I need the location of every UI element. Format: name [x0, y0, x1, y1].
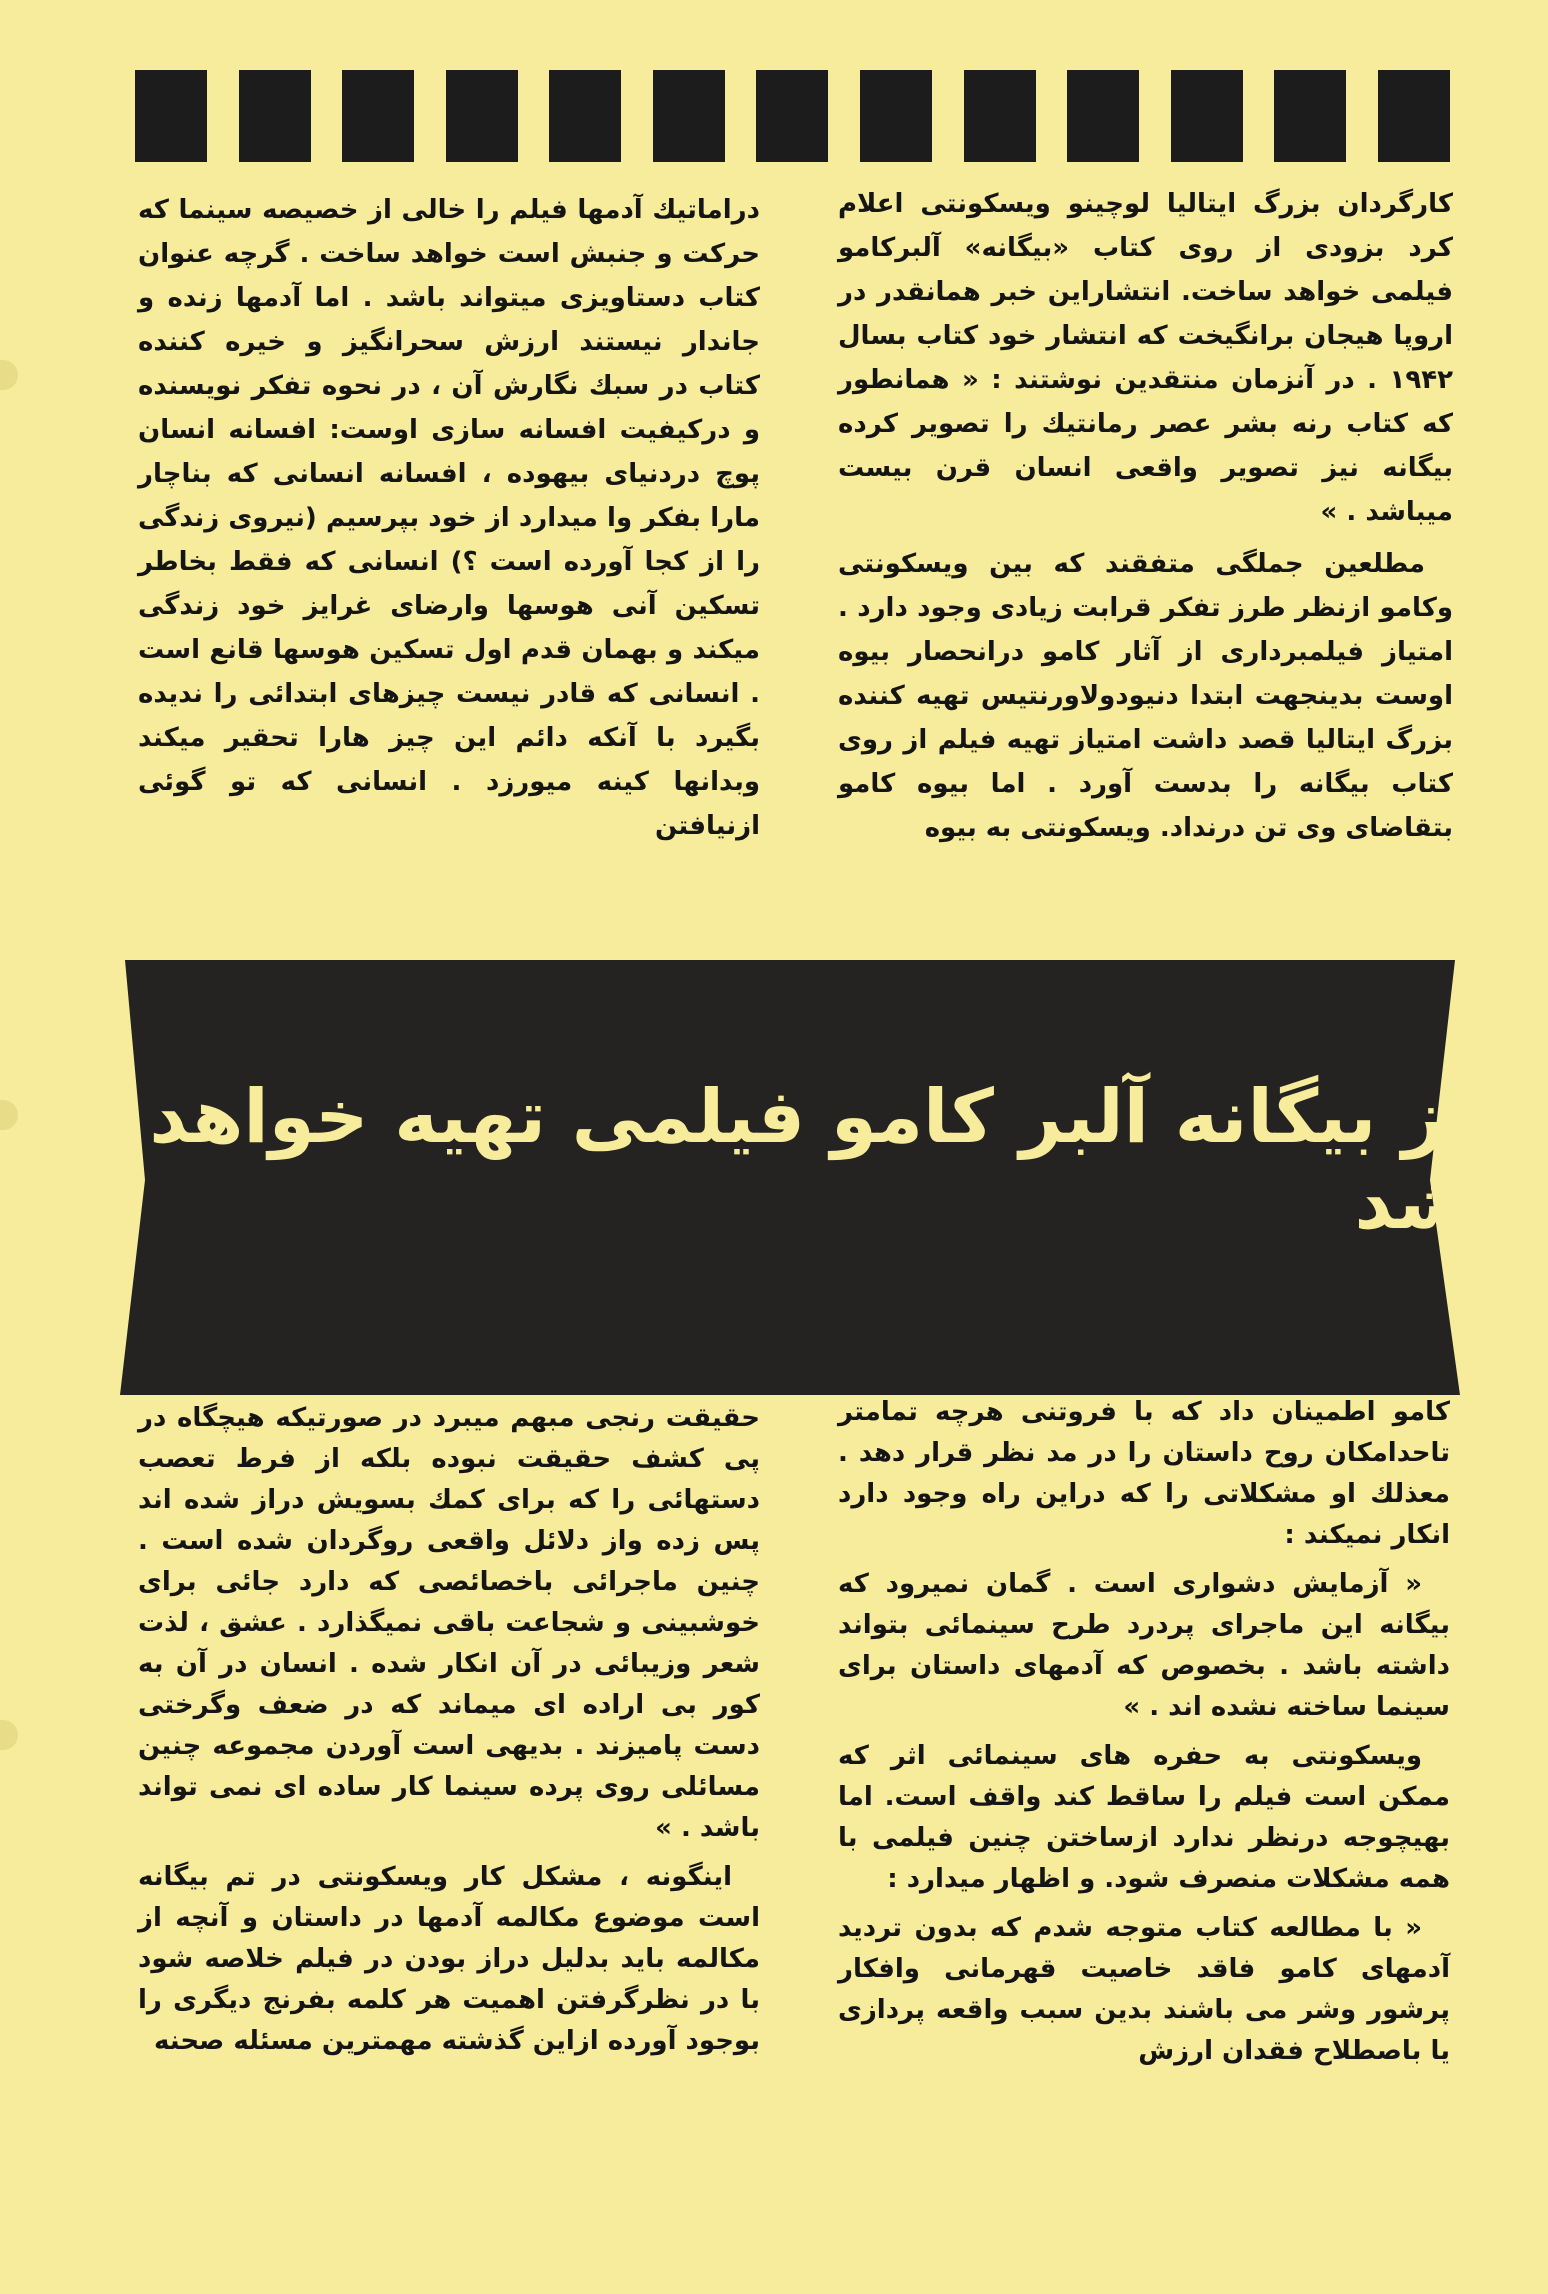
article-column-top-left [138, 188, 760, 948]
headline-banner [115, 955, 1470, 1405]
headline-container [115, 955, 1470, 1405]
paragraph: کامو اطمینان داد که با فروتنی هرچه تمامتر تاحدامکان روح داستان را در مد نظر قرار دهد . معذلك او مشکلاتی را که دراین راه وجود دارد انکار نمیکند : [838, 1397, 1450, 1550]
film-frame [239, 70, 311, 162]
paragraph: « آزمایش دشواری است . گمان نمیرود که بیگانه این ماجرای پردرد طرح سینمائی بتواند داشته باشد . بخصوص که آدمهای داستان برای سینما ساخته نشده اند . » [838, 1569, 1450, 1722]
film-frame [1378, 70, 1450, 162]
hole-punch [0, 1100, 18, 1130]
article-column-bottom-left [138, 1398, 760, 2258]
paragraph: کارگردان بزرگ ایتالیا لوچینو ویسکونتی اعلام کرد بزودی از روی کتاب «بیگانه» آلبرکامو فیلمی خواهد ساخت. انتشاراین خبر همانقدر در اروپا هیجان برانگیخت که انتشار خود کتاب بسال ۱۹۴۲ . در آنزمان منتقدین نوشتند : « همانطور که کتاب رنه بشر عصر رمانتیك را تصویر کرده بیگانه نیز تصویر واقعی انسان قرن بیست میباشد . » [838, 189, 1453, 527]
film-frame [653, 70, 725, 162]
film-frame [1067, 70, 1139, 162]
headline-title: از بیگانه آلبر کامو فیلمی تهیه خواهد شد [149, 1074, 1470, 1246]
hole-punch [0, 360, 18, 390]
film-frame [549, 70, 621, 162]
film-frame [756, 70, 828, 162]
film-frame [446, 70, 518, 162]
film-frame [964, 70, 1036, 162]
film-frame [860, 70, 932, 162]
paragraph: حقیقت رنجی مبهم میبرد در صورتیکه هیچگاه در پی کشف حقیقت نبوده بلکه از فرط تعصب دستهائی را که برای کمك بسویش دراز شده اند پس زده واز دلائل واقعی روگردان شده است . چنین ماجرائی باخصائصی که دارد جائی برای خوشبینی و شجاعت باقی نمیگذارد . عشق ، لذت شعر وزیبائی در آن انکار شده . انسان در آن به کور بی اراده ای میماند که در ضعف وگرختی دست پامیزند . بدیهی است آوردن مجموعه چنین مسائلی روی پرده سینما کار ساده ای نمی تواند باشد . » [138, 1403, 760, 1843]
film-strip-decoration [135, 70, 1450, 165]
hole-punch [0, 1720, 18, 1750]
film-frame [1171, 70, 1243, 162]
film-frame [135, 70, 207, 162]
film-frame [342, 70, 414, 162]
paragraph: دراماتیك آدمها فیلم را خالی از خصیصه سینما که حرکت و جنبش است خواهد ساخت . گرچه عنوان کتاب دستاویزی میتواند باشد . اما آدمها زنده و جاندار نیستند ارزش سحرانگیز و خیره کننده کتاب در سبك نگارش آن ، در نحوه تفکر نویسنده و درکیفیت افسانه سازی اوست: افسانه انسان پوچ دردنیای بیهوده ، افسانه انسانی که بناچار مارا بفکر وا میدارد از خود بپرسیم (نیروی زندگی را از کجا آورده است ؟) انسانی که فقط بخاطر تسکین آنی هوسها وارضای غرایز خود زندگی میکند و بهمان قدم اول تسکین هوسها قانع است . انسانی که قادر نیست چیزهای ابتدائی را ندیده بگیرد با آنکه دائم این چیز هارا تحقیر میکند وبدانها کینه میورزد . انسانی که تو گوئی ازنیافتن [138, 195, 760, 841]
paragraph: اینگونه ، مشکل کار ویسکونتی در تم بیگانه است موضوع مکالمه آدمها در داستان و آنچه از مکالمه باید بدلیل دراز بودن در فیلم خلاصه شود با در نظرگرفتن اهمیت هر کلمه بفرنج دیگری را بوجود آورده ازاین گذشته مهمترین مسئله صحنه [138, 1862, 760, 2056]
film-frame [1274, 70, 1346, 162]
article-column-top-right [838, 182, 1453, 947]
paragraph: ویسکونتی به حفره های سینمائی اثر که ممکن است فیلم را ساقط کند واقف است. اما بهیچوجه درنظر ندارد ازساختن چنین فیلمی با همه مشکلات منصرف شود. و اظهار میدارد : [838, 1741, 1450, 1894]
paragraph: « با مطالعه کتاب متوجه شدم که بدون تردید آدمهای کامو فاقد خاصیت قهرمانی وافکار پرشور وشر می باشند بدین سبب واقعه پردازی یا باصطلاح فقدان ارزش [838, 1913, 1450, 2066]
paragraph: مطلعین جملگی متفقند که بین ویسکونتی وکامو ازنظر طرز تفکر قرابت زیادی وجود دارد . امتیاز فیلمبرداری از آثار کامو درانحصار بیوه اوست بدینجهت ابتدا دنیودولاورنتیس تهیه کننده بزرگ ایتالیا قصد داشت امتیاز تهیه فیلم از روی کتاب بیگانه را بدست آورد . اما بیوه کامو بتقاضای وی تن درنداد. ویسکونتی به بیوه [838, 549, 1453, 843]
article-column-bottom-right [838, 1392, 1450, 2252]
